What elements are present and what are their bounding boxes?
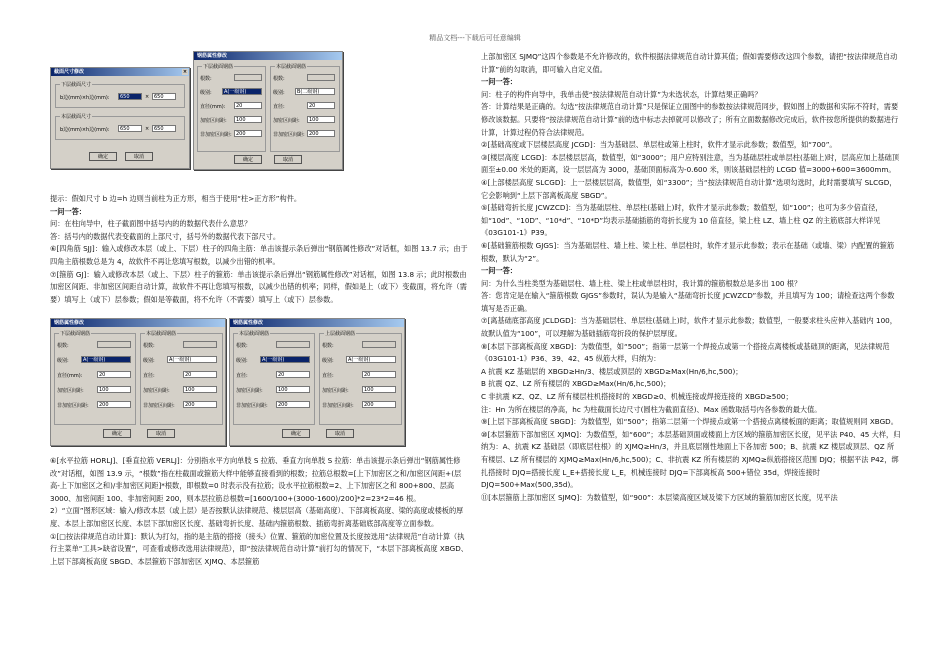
dense-spacing-input[interactable]: 100 <box>362 386 396 393</box>
field-label: 根数: <box>236 343 248 349</box>
group-label: 本层截面钢筋 <box>276 64 307 70</box>
diameter-input[interactable]: 20 <box>183 371 217 378</box>
paragraph: ③[楼层高度 LCGD]：本层楼层层高，数值型，如“3000”；用户应特别注意，当为基础层柱或单层柱(基础上)时，层高应加上基础顶面至±0.00 米处的距离，设一层层高为 3000，基础顶面标高为-0.600 米，则该基础层柱的 LCGD 值=3000+600=3600mm。 <box>481 152 900 175</box>
paragraph: ②[基础高度或下层楼层高度 JCGD]：当为基础层、单层柱或第上柱时，软件才显示此参数；数值型，如“700”。 <box>481 140 837 150</box>
dense-spacing-input[interactable]: 100 <box>97 386 131 393</box>
nondense-spacing-input[interactable]: 200 <box>276 401 310 408</box>
paragraph: 注：Hn 为所在楼层的净高，hc 为柱截面长边尺寸(圆柱为截面直径)、Max 函数取括号内各参数的最大值。 <box>481 404 822 414</box>
field-label: 级别: <box>57 358 69 364</box>
paragraph: ④[上部楼层高度 SLCGD]：上一层楼层层高，数值型，如“3300”；当“按法律规范自动计算”选项勾选时，此时需要填写 SLCGD，它会影响到“上层下部离板高度 SBGD”。 <box>481 177 897 200</box>
paragraph: 问：在柱向导中，柱子截面图中括号内的的数据代表什么意思？ <box>50 219 252 229</box>
field-label: 直径(mm): <box>57 373 83 379</box>
field-label: 根数: <box>322 343 334 349</box>
paragraph: 提示：假如尺寸 b 边=h 边则当前柱为正方形，相当于使用“柱>正方形”构件。 <box>50 194 302 203</box>
field-label: 加密区间距: <box>57 388 84 394</box>
dense-spacing-input[interactable]: 100 <box>234 116 262 123</box>
paragraph: 答：您肯定是在输入“箍筋根数 GJGS”参数时，误认为是输入“基础弯折长度 JCWZCD”参数，并且填写为 100；请检查这两个参数填写是否正确。 <box>481 291 895 313</box>
upper-rebar-group <box>319 333 402 425</box>
paragraph: ⑥[四角筋 SJJ]：输入或修改本层（或上、下层）柱子的四角主筋：单击该提示条后弹出“钢筋属性修改”对话框，如图 13.7 示；由于四角主筋根数总是为 4，故软件不再让您填写根数，以减少出错的机率。 <box>50 244 468 266</box>
group-label: 下层截面钢筋 <box>60 331 91 337</box>
paragraph: 2）“立面”图形区域：输入/修改本层（或上层）是否按默认法律规范、楼层层高（基础高度）、下部离板高度、梁的高度或楼板的厚度、本层上部加密区长度、本层下部加密区长度、基础弯折长度、基础内箍筋根数、插筋弯折离基础底部高度等立面参数。 <box>50 506 464 528</box>
cancel-button[interactable]: 取消 <box>274 155 302 164</box>
count-input[interactable] <box>234 74 262 81</box>
left-text-bottom <box>50 455 470 568</box>
nondense-spacing-input[interactable]: 200 <box>97 401 131 408</box>
times-sign: × <box>145 126 150 132</box>
diameter-input[interactable]: 20 <box>276 371 310 378</box>
field-label: 级别: <box>200 90 212 96</box>
current-rebar-group <box>140 333 223 425</box>
count-input[interactable] <box>307 74 335 81</box>
group-label: 本层截面钢筋 <box>239 331 270 337</box>
paragraph: ⑧[本层下部离板高度 XBGD]：为数值型，如“500”；指第一层第一个焊接点或第一个搭接点离楼板或基础顶的距离，见法律规范《03G101-1》P36、39、42、45 纵筋大样，归纳为： <box>481 341 890 364</box>
rebar-property-dialog <box>193 51 343 170</box>
lower-rebar-group <box>197 66 266 152</box>
count-input[interactable] <box>276 341 310 348</box>
field-label: 非加密区间距: <box>57 403 89 409</box>
rebar-property-dialog-3 <box>229 318 405 446</box>
paragraph: 一问一答： <box>481 266 517 276</box>
paragraph: ⑨[上层下部离板高度 SBGD]：为数值型，如“500”；指第二层第一个焊接点或第一个搭接点离楼板面的距离；取值规则同 XBGD。 <box>481 417 898 427</box>
group-label: 下层截面钢筋 <box>203 64 234 70</box>
paragraph: C 非抗震 KZ、QZ、LZ 所有楼层柱机搭接时的 XBGD≥0、机械连接或焊接连接的 XBGD≥500； <box>481 392 793 402</box>
section-size-dialog <box>50 67 190 169</box>
field-label: 根数: <box>273 76 285 82</box>
cancel-button[interactable]: 取消 <box>326 429 354 438</box>
field-label: 非加密区间距: <box>236 403 268 409</box>
field-label: 直径: <box>322 373 334 379</box>
lower-section-group <box>55 84 185 108</box>
lower-b-input[interactable]: 650 <box>118 93 142 100</box>
nondense-spacing-input[interactable]: 200 <box>362 401 396 408</box>
dense-spacing-input[interactable]: 100 <box>307 116 335 123</box>
group-label: 上层截面钢筋 <box>325 331 356 337</box>
field-label: 根数: <box>143 343 155 349</box>
field-label: 加密区间距: <box>143 388 170 394</box>
field-label: 加密区间距: <box>273 118 300 124</box>
nondense-spacing-input[interactable]: 200 <box>307 130 335 137</box>
paragraph: ⑥[水平拉筋 HORLJ]、[垂直拉筋 VERLJ]：分别指水平方向单肢 S 拉筋、垂直方向单肢 S 拉筋：单击该提示条后弹出“钢筋属性修改”对话框，如图 13.9 示，“根数”指在柱截面或箍筋大样中能够直接看到的根数；拉筋总根数=[上下加密区之和/加密区间距+(层高-上下加密区之和)/非加密区间距]*根数，即根数=0 时表示没有拉筋；设水平拉筋根数=2、上下加密区之和 800+800、层高 3000、加密间距 100、非加密间距 200，则本层拉筋总根数=[1600/100+(3000-1600)/200]*2=23*2=46 根。 <box>50 456 462 503</box>
times-sign: × <box>145 94 150 100</box>
dialog-titlebar <box>51 319 225 327</box>
paragraph: B 抗震 QZ、LZ 所有楼层的 XBGD≥Max(Hn/6,hc,500)； <box>481 379 671 389</box>
lower-h-input[interactable]: 650 <box>152 93 176 100</box>
lower-rebar-group <box>54 333 136 425</box>
grade-select[interactable]: A(一级钢) <box>167 356 217 363</box>
field-label: 加密区间距: <box>236 388 263 394</box>
field-label: 非加密区间距: <box>273 132 305 138</box>
field-label: 直径(mm): <box>200 104 226 110</box>
nondense-spacing-input[interactable]: 200 <box>234 130 262 137</box>
dialog-titlebar <box>230 319 404 327</box>
dialog-title: 截面尺寸修改 <box>54 69 85 75</box>
dialog-title: 钢筋属性修改 <box>233 320 264 326</box>
current-h-input[interactable]: 650 <box>152 125 176 132</box>
paragraph: 一问一答： <box>481 77 517 87</box>
grade-select[interactable]: A(一级钢) <box>222 88 262 95</box>
paragraph: ⑤[基础弯折长度 JCWZCD]：当为基础层柱、单层柱(基础上)时，软件才显示此参数；数值型，如“100”；也可为多少倍直径，如“10d”、“10D”、“10*d”、“10*D”均表示基础插筋的弯折长度为 10 倍直径，梁上柱 LZ、墙上柱 QZ 的主筋底部大样详见《03G101-1》P39。 <box>481 203 883 238</box>
paragraph: ⑪[本层箍筋上部加密区 SJMQ]：为数值型，如“900”：本层梁高度区域及梁下方区域的箍筋加密区长度，见平法 <box>481 492 838 502</box>
field-label: 级别: <box>273 90 285 96</box>
field-label: 根数: <box>57 343 69 349</box>
paragraph: ①[□按法律规范自动计算]：默认为打勾，指的是主筋的搭接（接头）位置、箍筋的加密位置及长度按选用“法律规范”自动计算（执行主菜单“工具>缺省设置”，可查看或修改选用法律规范），即“按法律规范自动计算”前打勾的情况下，“本层下部离板高度 XBGD、上层下部离板高度 SBGD、本层箍筋下部加密区 XJMQ、本层箍筋 <box>50 531 468 566</box>
ok-button[interactable]: 确定 <box>234 155 262 164</box>
paragraph: A 抗震 KZ 基础层的 XBGD≥Hn/3、楼层或顶层的 XBGD≥Max(Hn/6,hc,500)； <box>481 366 743 376</box>
field-label: 直径: <box>273 104 285 110</box>
field-label: 根数: <box>200 76 212 82</box>
field-label: 加密区间距: <box>200 118 227 124</box>
field-label: 非加密区间距: <box>200 132 232 138</box>
page-header: 精品文档---下载后可任意编辑 <box>429 34 521 42</box>
dialog-titlebar <box>194 52 342 60</box>
paragraph: 一问一答： <box>50 206 86 216</box>
ok-button[interactable]: 确定 <box>282 429 310 438</box>
right-text-column <box>481 51 901 504</box>
dialog-title: 钢筋属性修改 <box>197 53 228 59</box>
paragraph: 问：为什么当柱类型为基础层柱、墙上柱、梁上柱或单层柱时，我计算的箍筋根数总是多出 100 根？ <box>481 278 802 288</box>
count-input[interactable] <box>97 341 131 348</box>
count-input[interactable] <box>362 341 396 348</box>
paragraph: 答：计算结果是正确的。勾选“按法律规范自动计算”只是保证立面图中的参数按法律规范同步，假如图上的数据和实际不符时，需要修改该数据。只要将“按法律规范自动计算”前的选中标志去掉就可以修改了；所有立面数据修改完成后，软件按您所提供的数据进行计算，计算过程仍符合法律规范。 <box>481 102 899 137</box>
dense-spacing-input[interactable]: 100 <box>276 386 310 393</box>
grade-select[interactable]: A(一级钢) <box>81 356 131 363</box>
field-label: b边(mm)×h边(mm): <box>60 95 110 101</box>
field-label: 直径: <box>143 373 155 379</box>
grade-select[interactable]: A(一级钢) <box>346 356 396 363</box>
field-label: 非加密区间距: <box>143 403 175 409</box>
count-input[interactable] <box>183 341 217 348</box>
dialog-title: 钢筋属性修改 <box>54 320 85 326</box>
diameter-input[interactable]: 20 <box>362 371 396 378</box>
field-label: b边(mm)×h边(mm): <box>60 127 110 133</box>
diameter-input[interactable]: 20 <box>97 371 131 378</box>
field-label: 非加密区间距: <box>322 403 354 409</box>
group-label: 本层截面尺寸 <box>61 114 92 120</box>
paragraph: ⑦[箍筋 GJ]：输入或修改本层（或上、下层）柱子的箍筋：单击该提示条后弹出“钢筋属性修改”对话框，如图 13.8 示；此时根数由加密区间距、非加密区间距自动计算，故软件不再让您填写根数，以减少出错的机率；同样，假如是上（或下）变截面，将允许（需要）填写上（或下）层参数；假如是等截面，将不允许（不需要）填写上（或下）层参数。 <box>50 269 467 304</box>
nondense-spacing-input[interactable]: 200 <box>183 401 217 408</box>
grade-select[interactable]: A(一级钢) <box>260 356 310 363</box>
ok-button[interactable]: 确定 <box>103 429 131 438</box>
diameter-input[interactable]: 20 <box>307 102 335 109</box>
group-label: 本层截面钢筋 <box>146 331 177 337</box>
field-label: 直径: <box>236 373 248 379</box>
left-text-top <box>50 193 470 306</box>
current-rebar-group <box>233 333 315 425</box>
paragraph: 问：柱子的构件向导中，我单击使“按法律规范自动计算”为未选状态，计算结果正确吗？ <box>481 89 762 99</box>
grade-select[interactable]: B(二级钢) <box>295 88 335 95</box>
current-section-group <box>55 116 185 140</box>
paragraph: ⑩[本层箍筋下部加密区 XJMQ]：为数值型，如“600”；本层基础顶面或楼面上方区域的箍筋加密区长度，见平法 P40、45 大样，归纳为：A、抗震 KZ 基础层（即底层柱根）的 XJMQ≥Hn/3，并且底层刚性地面上下各加密 500；B、抗震 KZ 楼层或顶层、QZ 所有楼层、LZ 所有楼层的 XJMQ≥Max(Hn/6,hc,500)；C、非抗震 KZ 所有楼层的 XJMQ≥纵筋搭接区范围 DJQ；根据平法 P42，绑扎搭接时 DJQ=搭接长度 L_E+搭接长度 L_E，机械连接时 DJQ=下部离板高 500+错位 35d，焊接连接时 DJQ=500+Max(500,35d)。 <box>481 429 901 490</box>
close-icon[interactable]: × <box>182 69 188 75</box>
paragraph: ⑦[离基础底部高度 JCLDGD]：当为基础层柱、单层柱(基础上)时，软件才显示此参数；数值型，一般要求柱头应伸入基础内 100，故默认值为“100”，可以理解为基础插筋弯折段的保护层厚度。 <box>481 316 897 339</box>
diameter-input[interactable]: 20 <box>234 102 262 109</box>
field-label: 级别: <box>143 358 155 364</box>
group-label: 下层截面尺寸 <box>61 82 92 88</box>
cancel-button[interactable]: 取消 <box>147 429 175 438</box>
cancel-button[interactable]: 取消 <box>125 152 153 161</box>
field-label: 级别: <box>322 358 334 364</box>
dialog-titlebar <box>51 68 189 76</box>
paragraph: ⑥[基础箍筋根数 GJGS]：当为基础层柱、墙上柱、梁上柱、单层柱时，软件才显示此参数；表示在基础（或墙、梁）内配置的箍筋根数，默认为“2”。 <box>481 240 895 263</box>
paragraph: 上部加密区 SJMQ”这四个参数是不允许修改的，软件根据法律规范自动计算其值；假如需要修改这四个参数，请把“按法律规范自动计算”前的勾取消，即可输入自定义值。 <box>481 52 898 74</box>
rebar-property-dialog-2 <box>50 318 226 446</box>
ok-button[interactable]: 确定 <box>89 152 117 161</box>
paragraph: 答：括号内的数据代表变截面的上部尺寸，括号外的数据代表下部尺寸。 <box>50 231 281 241</box>
field-label: 加密区间距: <box>322 388 349 394</box>
current-b-input[interactable]: 650 <box>118 125 142 132</box>
current-rebar-group <box>270 66 340 152</box>
dense-spacing-input[interactable]: 100 <box>183 386 217 393</box>
field-label: 级别: <box>236 358 248 364</box>
